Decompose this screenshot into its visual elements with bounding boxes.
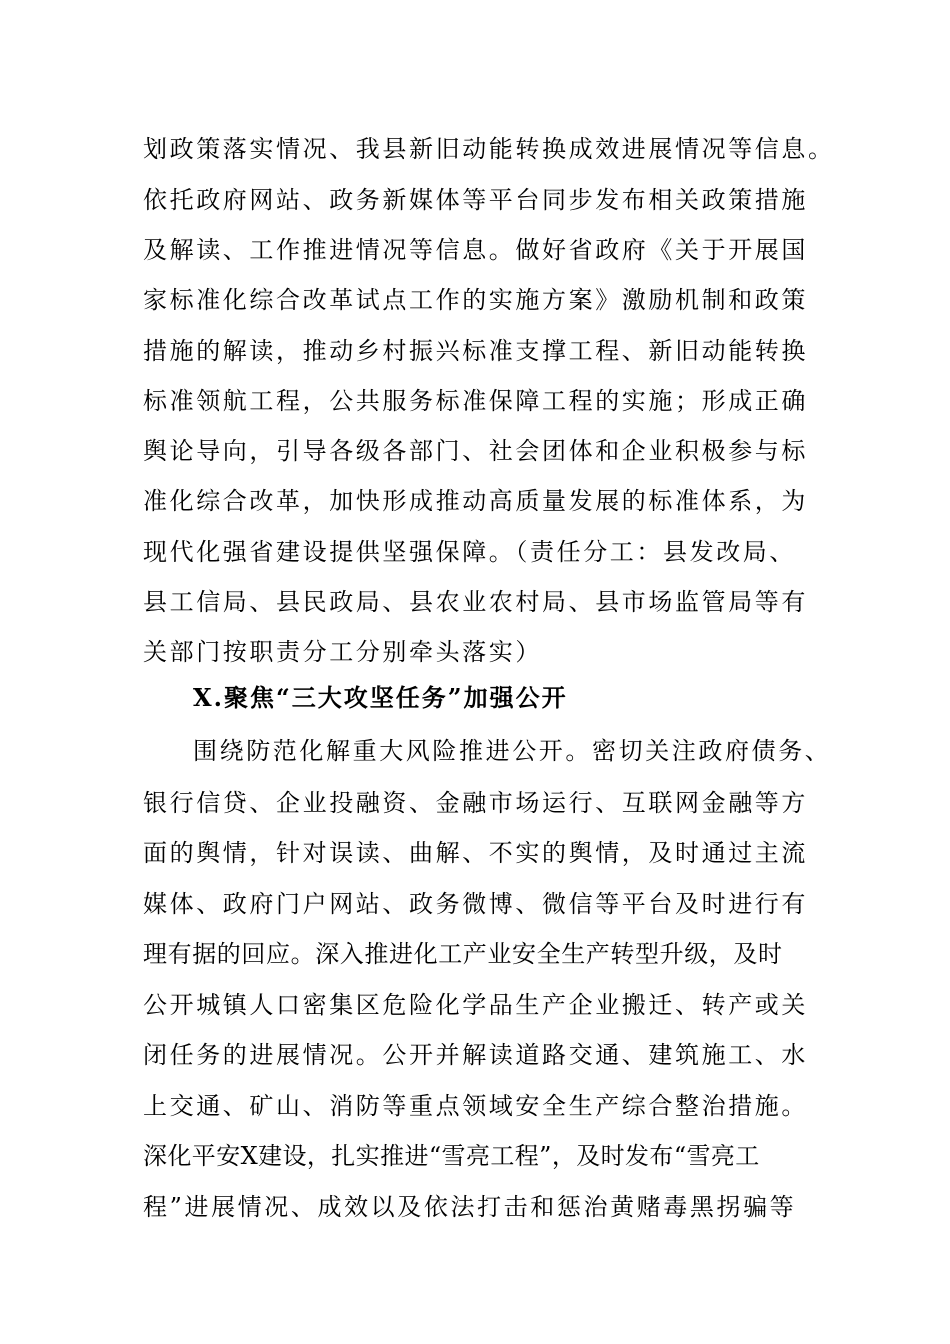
paragraph-line: 围绕防范化解重大风险推进公开。密切关注政府债务、 [193, 737, 832, 765]
paragraph-line: 依托政府网站、政务新媒体等平台同步发布相关政策措施 [143, 186, 808, 214]
paragraph-line: 深化平安X建设，扎实推进“雪亮工程”，及时发布“雪亮工 [143, 1142, 760, 1170]
paragraph-line: 划政策落实情况、我县新旧动能转换成效进展情况等信息。 [143, 135, 835, 163]
paragraph-line: 上交通、矿山、消防等重点领域安全生产综合整治措施。 [143, 1092, 808, 1120]
paragraph-line: 公开城镇人口密集区危险化学品生产企业搬迁、转产或关 [143, 991, 808, 1019]
paragraph-line: 舆论导向，引导各级各部门、社会团体和企业积极参与标 [143, 437, 808, 465]
paragraph-line: 家标准化综合改革试点工作的实施方案》激励机制和政策 [143, 286, 808, 314]
section-heading: X.聚焦“三大攻坚任务”加强公开 [193, 683, 568, 712]
paragraph-line: 县工信局、县民政局、县农业农村局、县市场监管局等有 [143, 588, 808, 616]
paragraph-line: 措施的解读，推动乡村振兴标准支撑工程、新旧动能转换 [143, 337, 808, 365]
paragraph-line: 现代化强省建设提供坚强保障。（责任分工：县发改局、 [143, 538, 796, 566]
paragraph-line: 银行信贷、企业投融资、金融市场运行、互联网金融等方 [143, 789, 808, 817]
paragraph-line: 面的舆情，针对误读、曲解、不实的舆情，及时通过主流 [143, 839, 808, 867]
paragraph-line: 闭任务的进展情况。公开并解读道路交通、建筑施工、水 [143, 1041, 808, 1069]
paragraph-line: 准化综合改革，加快形成推动高质量发展的标准体系，为 [143, 487, 808, 515]
paragraph-line: 理有据的回应。深入推进化工产业安全生产转型升级，及时 [143, 940, 783, 968]
paragraph-line: 媒体、政府门户网站、政务微博、微信等平台及时进行有 [143, 890, 808, 918]
paragraph-line: 关部门按职责分工分别牵头落实） [143, 638, 542, 666]
paragraph-line: 及解读、工作推进情况等信息。做好省政府《关于开展国 [143, 236, 808, 264]
paragraph-line: 程”进展情况、成效以及依法打击和惩治黄赌毒黑拐骗等 [143, 1193, 797, 1221]
paragraph-line: 标准领航工程，公共服务标准保障工程的实施；形成正确 [143, 387, 808, 415]
